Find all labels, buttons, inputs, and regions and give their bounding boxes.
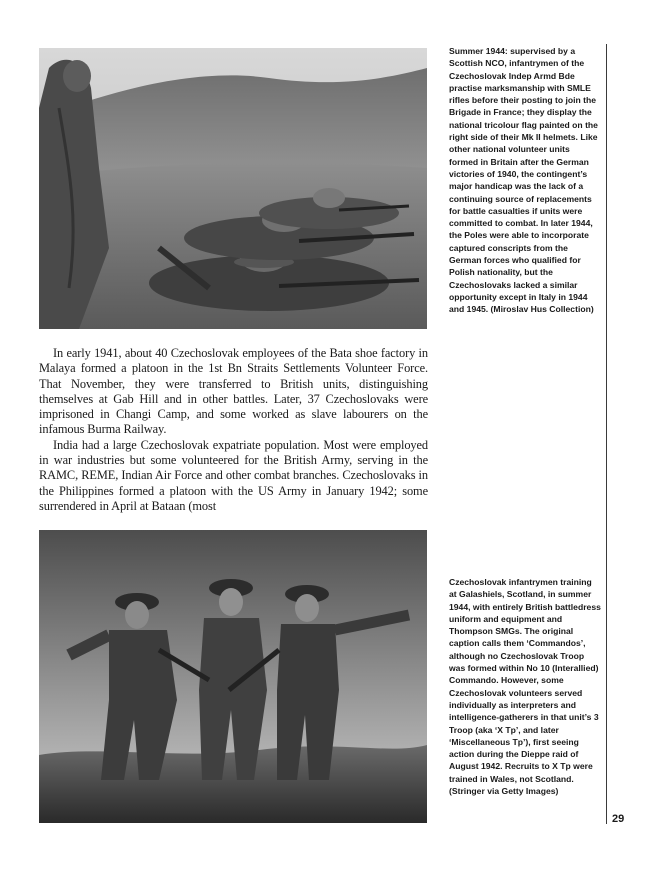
photo-galashiels-image — [39, 530, 427, 823]
photo-marksmanship-image — [39, 48, 427, 329]
photo-galashiels-training — [39, 530, 427, 823]
photo-marksmanship-practice — [39, 48, 427, 329]
caption-top: Summer 1944: supervised by a Scottish NCO, infantrymen of the Czechoslovak Indep Armd Bde practise marksmanship with SMLE rifles before their posting to join the Brigade in France; they display the national tricolour flag painted on the right side of their Mk II helmets. Like other national volunteer units formed in Britain after the German victories of 1940, the contingent’s major handicap was the lack of a continuing source of replacements for battle casualties if units were committed to combat. In later 1944, the Poles were able to incorporate captured conscripts from the German forces who qualified for Polish nationality, but the Czechoslovaks lacked a similar opportunity except in Italy in 1944 and 1945. (Miroslav Hus Collection) — [449, 46, 598, 315]
body-paragraph-2: India had a large Czechoslovak expatriate population. Most were employed in war industries but some volunteered for the British Army, serving in the RAMC, REME, Indian Air Force and other combat branches. Czechoslovaks in the Philippines formed a platoon with the US Army in January 1942; some surrendered in April at Bataan (most — [39, 437, 428, 513]
margin-rule — [606, 44, 607, 824]
body-paragraph-1: In early 1941, about 40 Czechoslovak employees of the Bata shoe factory in Malaya formed a platoon in the 1st Bn Straits Settlements Volunteer Force. That November, they were transferred to British units, distinguishing themselves at Gab Hill and in other battles. Later, 37 Czechoslovaks were imprisoned in Changi Camp, and some worked as slave labourers on the infamous Burma Railway. — [39, 346, 428, 437]
body-text — [39, 346, 428, 514]
page-number: 29 — [612, 813, 625, 825]
caption-bottom: Czechoslovak infantrymen training at Galashiels, Scotland, in summer 1944, with entirely British battledress uniform and equipment and Thompson SMGs. The original caption calls them ‘Commandos’, although no Czechoslovak Troop was formed within No 10 (Interallied) Commando. However, some Czechoslovak volunteers served individually as interpreters and intelligence-gatherers in that unit’s 3 Troop (aka ‘X Tp’, and later ‘Miscellaneous Tp’), first seeing action during the Dieppe raid of August 1942. Recruits to X Tp were trained in Wales, not Scotland. (Stringer via Getty Images) — [449, 577, 601, 797]
